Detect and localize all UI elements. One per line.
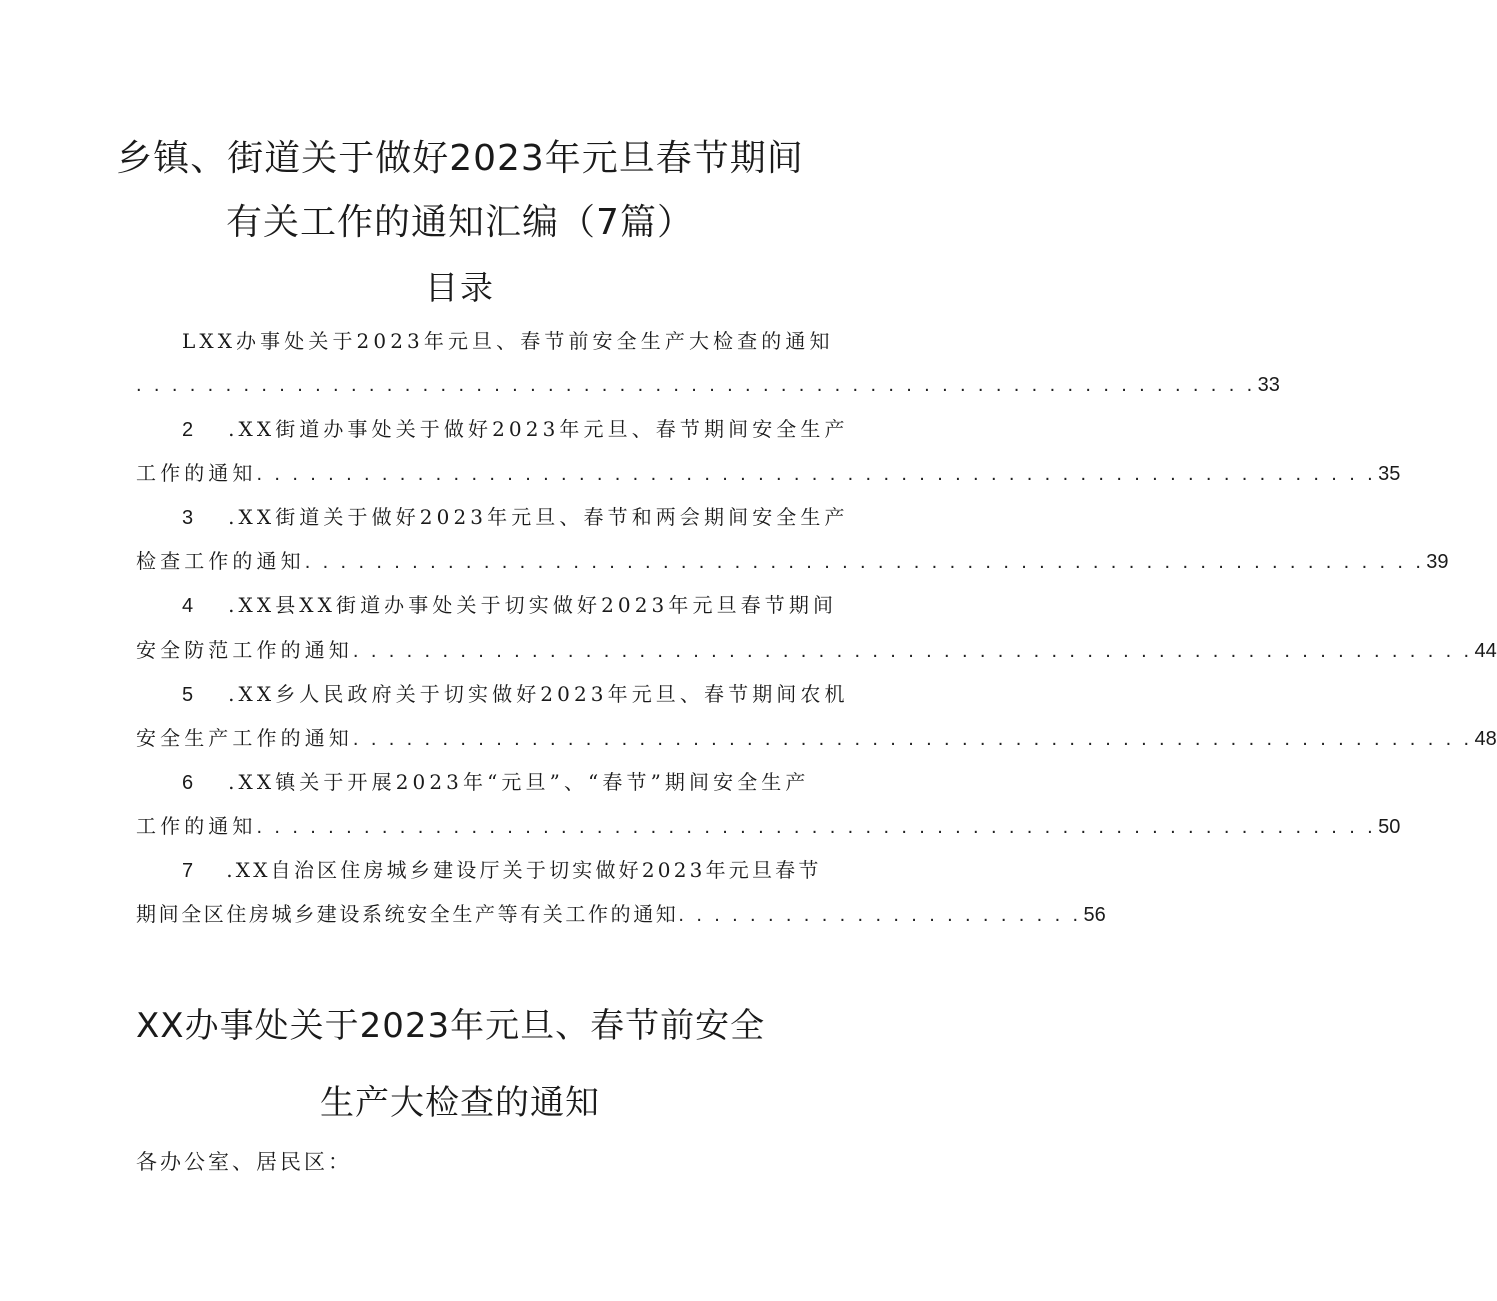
toc-entry-6-text-cont: 工作的通知 bbox=[136, 814, 257, 838]
toc-entry-7-page: 56 bbox=[1083, 904, 1106, 926]
toc-entry-7-text-cont: 期间全区住房城乡建设系统安全生产等有关工作的通知 bbox=[136, 902, 679, 926]
toc-entry-6-text: .XX镇关于开展2023年“元旦”、“春节”期间安全生产 bbox=[228, 770, 810, 794]
toc-entry-4-page: 44 bbox=[1474, 640, 1497, 662]
toc-entry-2-leader[interactable] bbox=[136, 460, 1401, 486]
toc-entry-7-leader[interactable] bbox=[136, 901, 1106, 927]
toc-entry-1-line-1[interactable] bbox=[182, 328, 834, 354]
toc-entry-2-line-1[interactable] bbox=[182, 416, 849, 443]
toc-entry-5-page: 48 bbox=[1474, 728, 1497, 750]
toc-entry-2-page: 35 bbox=[1378, 463, 1401, 485]
toc-entry-3-text: .XX街道关于做好2023年元旦、春节和两会期间安全生产 bbox=[228, 505, 849, 529]
toc-entry-3-text-cont: 检查工作的通知 bbox=[136, 549, 305, 573]
document-title-line-2: 有关工作的通知汇编（7篇） bbox=[226, 202, 694, 243]
toc-entry-5-text-cont: 安全生产工作的通知 bbox=[136, 726, 353, 750]
toc-entry-3-leader[interactable] bbox=[136, 548, 1449, 574]
toc-entry-4-text-cont: 安全防范工作的通知 bbox=[136, 638, 353, 662]
toc-entry-3-number: 3 bbox=[182, 507, 194, 529]
toc-leader-dots: . . . . . . . . . . . . . . . . . . . . . . . . . . . . . . . . . . . . . . . . . . . . . . . . . . . . . . . . . . . . . . . bbox=[136, 374, 1256, 396]
toc-entry-5-leader[interactable] bbox=[136, 725, 1497, 751]
toc-entry-6-page: 50 bbox=[1378, 816, 1401, 838]
toc-entry-2-text: .XX街道办事处关于做好2023年元旦、春节期间安全生产 bbox=[228, 417, 849, 441]
toc-entry-4-leader[interactable] bbox=[136, 637, 1497, 663]
toc-entry-7-line-1[interactable] bbox=[182, 857, 822, 884]
toc-leader-dots: . . . . . . . . . . . . . . . . . . . . . . . . . . . . . . . . . . . . . . . . . . . . . . . . . . . . . . . . . . . . . . . bbox=[352, 728, 1473, 750]
toc-entry-4-line-1[interactable] bbox=[182, 592, 837, 619]
toc-entry-6-number: 6 bbox=[182, 772, 194, 794]
toc-entry-5-text: .XX乡人民政府关于切实做好2023年元旦、春节期间农机 bbox=[228, 682, 849, 706]
toc-entry-3-page: 39 bbox=[1426, 551, 1449, 573]
toc-entry-1-page: 33 bbox=[1257, 374, 1280, 396]
toc-entry-3-line-1[interactable] bbox=[182, 504, 849, 531]
toc-entry-4-text: .XX县XX街道办事处关于切实做好2023年元旦春节期间 bbox=[228, 593, 838, 617]
section-title-line-1: XX办事处关于2023年元旦、春节前安全 bbox=[136, 1006, 766, 1046]
toc-leader-dots: . . . . . . . . . . . . . . . . . . . . . . . bbox=[678, 904, 1082, 926]
toc-entry-2-number: 2 bbox=[182, 419, 194, 441]
toc-entry-5-number: 5 bbox=[182, 684, 194, 706]
toc-leader-dots: . . . . . . . . . . . . . . . . . . . . . . . . . . . . . . . . . . . . . . . . . . . . . . . . . . . . . . . . . . . . . . . bbox=[304, 551, 1425, 573]
toc-entry-5-line-1[interactable] bbox=[182, 681, 849, 708]
toc-leader-dots: . . . . . . . . . . . . . . . . . . . . . . . . . . . . . . . . . . . . . . . . . . . . . . . . . . . . . . . . . . . . . . . bbox=[352, 640, 1473, 662]
section-title-line-2: 生产大检查的通知 bbox=[320, 1083, 600, 1123]
document-title-line-1: 乡镇、街道关于做好2023年元旦春节期间 bbox=[116, 138, 804, 179]
toc-leader-dots: . . . . . . . . . . . . . . . . . . . . . . . . . . . . . . . . . . . . . . . . . . . . . . . . . . . . . . . . . . . . . . . bbox=[256, 816, 1377, 838]
toc-entry-1-leader[interactable] bbox=[136, 372, 1280, 398]
toc-entry-7-number: 7 bbox=[182, 860, 194, 882]
toc-entry-6-leader[interactable] bbox=[136, 813, 1401, 839]
toc-entry-2-text-cont: 工作的通知 bbox=[136, 461, 257, 485]
toc-leader-dots: . . . . . . . . . . . . . . . . . . . . . . . . . . . . . . . . . . . . . . . . . . . . . . . . . . . . . . . . . . . . . . . bbox=[256, 463, 1377, 485]
toc-heading: 目录 bbox=[425, 268, 495, 307]
toc-entry-7-text: .XX自治区住房城乡建设厅关于切实做好2023年元旦春节 bbox=[226, 858, 822, 882]
salutation: 各办公室、居民区： bbox=[136, 1150, 352, 1174]
toc-entry-4-number: 4 bbox=[182, 595, 194, 617]
toc-entry-1-text: LXX办事处关于2023年元旦、春节前安全生产大检查的通知 bbox=[182, 329, 834, 353]
toc-entry-6-line-1[interactable] bbox=[182, 769, 810, 796]
